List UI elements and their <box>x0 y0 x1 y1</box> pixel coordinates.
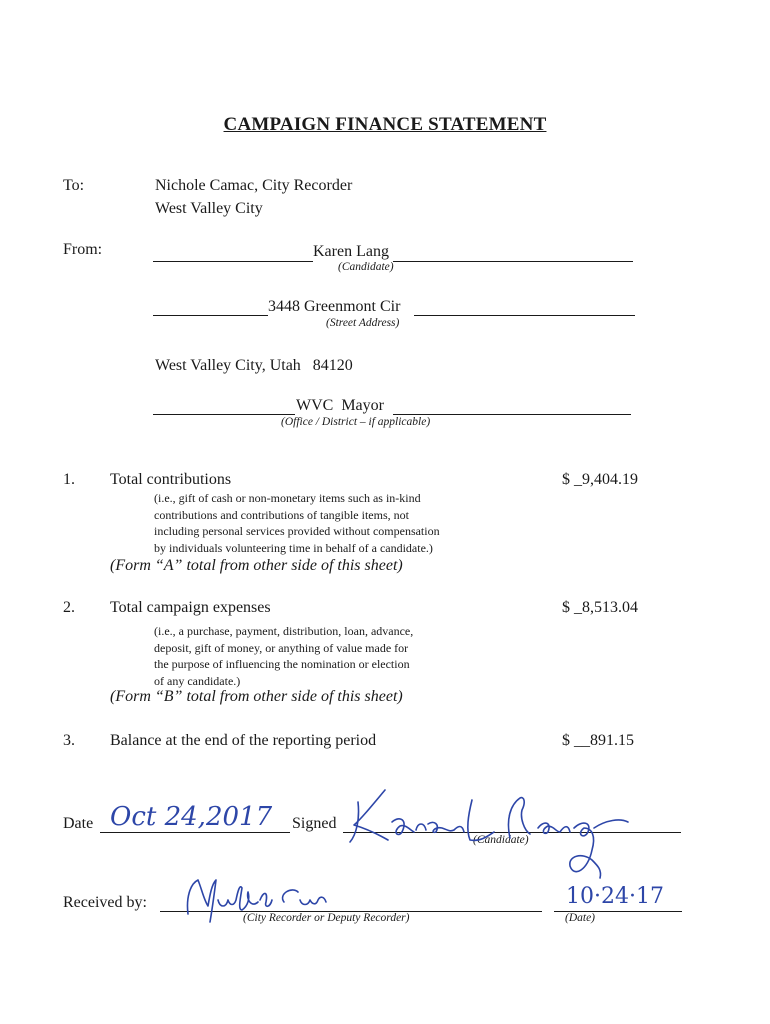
item-3-amount: $ __891.15 <box>562 732 634 749</box>
item-1-desc-line: by individuals volunteering time in behalf of a candidate.) <box>154 540 433 555</box>
candidate-signature-icon <box>330 780 630 880</box>
received-by-caption: (City Recorder or Deputy Recorder) <box>243 912 410 924</box>
item-2-desc-line: the purpose of influencing the nomination or election <box>154 657 410 671</box>
item-1-description <box>154 490 440 556</box>
street-caption: (Street Address) <box>326 317 400 329</box>
item-2-label: Total campaign expenses <box>110 599 271 616</box>
office-underline-left <box>153 414 295 415</box>
candidate-underline-right <box>393 261 633 262</box>
recorder-signature-icon <box>168 870 358 930</box>
date-label: Date <box>63 815 94 832</box>
item-2-desc-line: (i.e., a purchase, payment, distribution, loan, advance, <box>154 624 414 638</box>
item-1-label: Total contributions <box>110 471 232 488</box>
item-1-number: 1. <box>63 471 75 488</box>
to-label: To: <box>63 177 85 194</box>
from-label: From: <box>63 241 103 258</box>
item-3-number: 3. <box>63 732 75 749</box>
item-2-number: 2. <box>63 599 75 616</box>
office-value: WVC Mayor <box>296 397 384 414</box>
to-recipient-line1: Nichole Camac, City Recorder <box>155 177 353 194</box>
candidate-value: Karen Lang <box>313 243 389 260</box>
item-1-amount: $ _9,404.19 <box>562 471 638 488</box>
item-3-label: Balance at the end of the reporting period <box>110 732 377 749</box>
candidate-underline-left <box>153 261 313 262</box>
item-2-description <box>154 623 413 689</box>
street-underline-left <box>153 315 268 316</box>
item-1-form-note: (Form “A” total from other side of this sheet) <box>110 557 403 574</box>
candidate-caption: (Candidate) <box>338 261 394 273</box>
item-2-desc-line: deposit, gift of money, or anything of value made for <box>154 640 409 655</box>
received-by-label: Received by: <box>63 894 147 911</box>
signed-caption: (Candidate) <box>473 834 529 846</box>
page-title: CAMPAIGN FINANCE STATEMENT <box>223 114 547 135</box>
street-underline-right <box>414 315 635 316</box>
received-date-handwritten: 10·24·17 <box>566 884 664 909</box>
signed-label: Signed <box>292 815 337 832</box>
to-recipient-line2: West Valley City <box>155 200 263 217</box>
date-underline <box>100 832 290 833</box>
item-1-desc-line: including personal services provided without compensation <box>154 524 440 538</box>
item-2-form-note: (Form “B” total from other side of this sheet) <box>110 688 403 705</box>
item-1-desc-line: contributions and contributions of tangible items, not <box>154 507 409 522</box>
office-underline-right <box>393 414 631 415</box>
received-date-caption: (Date) <box>565 912 596 924</box>
office-caption: (Office / District – if applicable) <box>281 416 431 428</box>
item-1-desc-line: (i.e., gift of cash or non-monetary items such as in-kind <box>154 491 421 505</box>
item-2-desc-line: of any candidate.) <box>154 673 241 688</box>
item-2-amount: $ _8,513.04 <box>562 599 638 616</box>
street-value: 3448 Greenmont Cir <box>268 298 401 315</box>
date-handwritten: Oct 24,2017 <box>110 802 273 832</box>
city-state-zip: West Valley City, Utah 84120 <box>155 357 353 374</box>
